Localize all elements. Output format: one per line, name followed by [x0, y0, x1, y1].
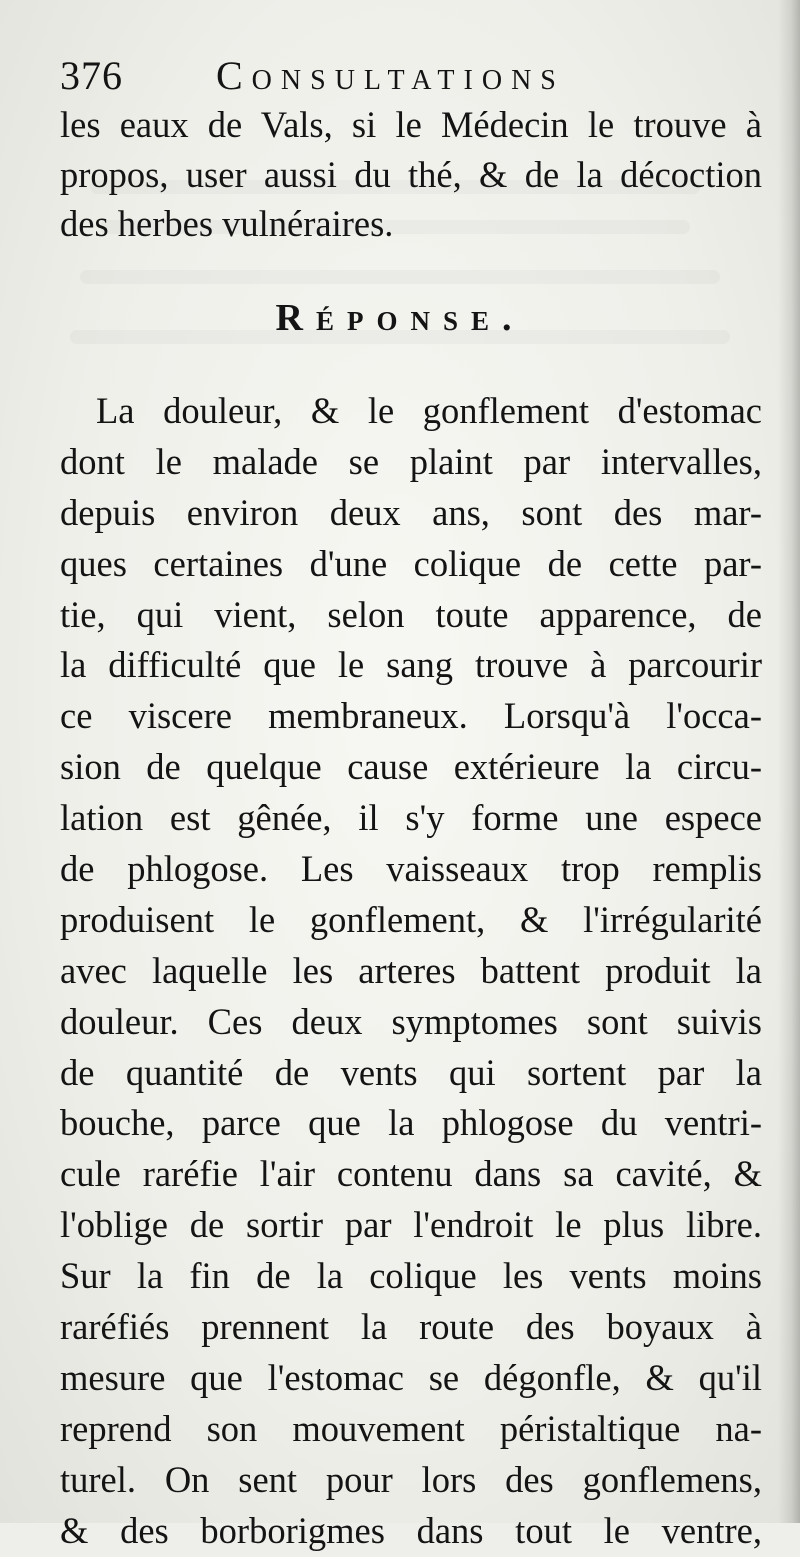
text-line: l'oblige de sortir par l'endroit le plus libre.	[60, 1204, 762, 1246]
running-title: Consultations	[216, 53, 565, 98]
text-line: de quantité de vents qui sortent par la	[60, 1051, 762, 1093]
text-line: Sur la fin de la colique les vents moins	[60, 1255, 762, 1297]
section-heading: Réponse.	[275, 297, 525, 339]
text-line: les eaux de Vals, si le Médecin le trouve à	[60, 104, 762, 145]
text-line: avec laquelle les arteres battent produit la	[60, 949, 762, 991]
text-line: des herbes vulnéraires.	[60, 203, 394, 244]
text-line: ce viscere membraneux. Lorsqu'à l'occa-	[60, 695, 762, 737]
text-line: lation est gênée, il s'y forme une espece	[60, 797, 762, 839]
running-header	[60, 52, 760, 102]
text-line: raréfiés prennent la route des boyaux à	[60, 1306, 762, 1348]
response-paragraph	[60, 386, 762, 1556]
text-line: mesure que l'estomac se dégonfle, & qu'il	[60, 1356, 762, 1398]
text-line: dont le malade se plaint par intervalles,	[60, 440, 762, 482]
text-line: cule raréfie l'air contenu dans sa cavité, &	[60, 1153, 762, 1195]
text-line: depuis environ deux ans, sont des mar-	[60, 491, 762, 533]
text-line: la difficulté que le sang trouve à parcourir	[60, 644, 762, 686]
text-line: ques certaines d'une colique de cette par-	[60, 542, 762, 584]
text-line: douleur. Ces deux symptomes sont suivis	[60, 1000, 762, 1042]
text-line: & des borborigmes dans tout le ventre,	[60, 1509, 762, 1551]
text-line: bouche, parce que la phlogose du ventri-	[60, 1102, 762, 1144]
continuation-paragraph	[60, 100, 762, 249]
text-line: La douleur, & le gonflement d'estomac	[96, 390, 762, 431]
text-line: propos, user aussi du thé, & de la décoction	[60, 153, 762, 195]
text-line: de phlogose. Les vaisseaux trop remplis	[60, 848, 762, 890]
text-line: tie, qui vient, selon toute apparence, de	[60, 593, 762, 635]
page-edge-shadow	[778, 0, 800, 1523]
text-line: sion de quelque cause extérieure la circu-	[60, 746, 762, 788]
text-line: turel. On sent pour lors des gonflemens,	[60, 1458, 762, 1500]
text-line: produisent le gonflement, & l'irrégularité	[60, 898, 762, 940]
text-line: reprend son mouvement péristaltique na-	[60, 1407, 762, 1449]
page-number: 376	[60, 53, 123, 98]
